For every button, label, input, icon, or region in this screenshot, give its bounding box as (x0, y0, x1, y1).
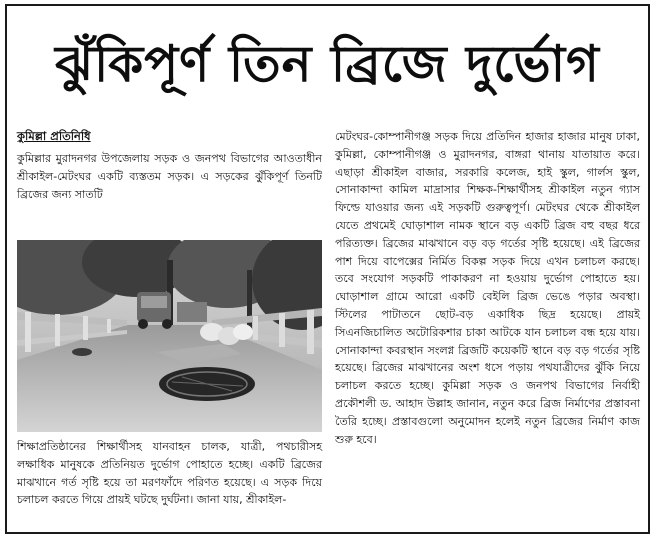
right-column (335, 128, 640, 448)
newspaper-clipping (5, 4, 650, 534)
left-column (17, 128, 322, 203)
bridge-photo-illustration (17, 240, 322, 432)
left-column-lower (17, 438, 322, 509)
bridge-photo (17, 240, 322, 432)
left-column-bottom-text: শিক্ষাপ্রতিষ্ঠানের শিক্ষার্থীসহ যানবাহন চালক, যাত্রী, পথচারীসহ লক্ষাধিক মানুষকে প্রতিনিয়ত দুর্ভোগ পোহাতে হচ্ছে। একটি ব্রিজের মাঝখানে গর্ত সৃষ্টি হয়ে তা মরণফাঁদে পরিণত হয়েছে। এ সড়ক দিয়ে চলাচল করতে গিয়ে প্রায়ই ঘটছে দুর্ঘটনা। জানা যায়, শ্রীকাইল- (17, 440, 322, 507)
headline: ঝুঁকিপূর্ণ তিন ব্রিজে দুর্ভোগ (55, 35, 600, 93)
left-column-top-text: কুমিল্লার মুরাদনগর উপজেলায় সড়ক ও জনপথ বিভাগের আওতাধীন শ্রীকাইল-মেটংঘর একটি ব্যস্ততম সড়ক। এ সড়কের ঝুঁকিপূর্ণ তিনটি ব্রিজের জন্য সাতটি (17, 152, 322, 201)
byline: কুমিল্লা প্রতিনিধি (17, 129, 91, 143)
right-column-text: মেটংঘর-কোম্পানীগঞ্জ সড়ক দিয়ে প্রতিদিন হাজার হাজার মানুষ ঢাকা, কুমিল্লা, কোম্পানীগঞ্জ ও মুরাদনগর, বাঙ্গরা থানায় যাতায়াত করে। এছাড়া শ্রীকাইল বাজার, সরকারি কলেজ, হাই স্কুল, গার্লস স্কুল, সোনাকান্দা কামিল মাদ্রাসার শিক্ষক-শিক্ষার্থীসহ শ্রীকাইল নতুন গ্যাস ফিল্ডে যাওয়ার জন্য এই সড়কটি গুরুত্বপূর্ণ। মেটংঘর থেকে শ্রীকাইল যেতে প্রথমেই ঘোড়াশাল নামক স্থানে বড় একটি ব্রিজ বহু বছর ধরে পরিত্যক্ত। ব্রিজের মাঝখানে বড় বড় গর্তের সৃষ্টি হয়েছে। এই ব্রিজের পাশ দিয়ে বাপেক্সের নির্মিত বিকল্প সড়ক দিয়ে এখন চলাচল করছে। তবে সংযোগ সড়কটি পাকাকরণ না হওয়ায় দুর্ভোগ পোহাতে হয়। ঘোড়াশাল গ্রামে আরো একটি বেইলি ব্রিজ ভেঙে পড়ার অবস্থা। স্টিলের পাটাতনে ছোট-বড় একাধিক ছিদ্র হয়েছে। প্রায়ই সিএনজিচালিত অটোরিকশার চাকা আটকে যান চলাচল বন্ধ হয়ে যায়। সোনাকান্দা কবরস্থান সংলগ্ন ব্রিজটি কয়েকটি স্থানে বড় বড় গর্তের সৃষ্টি হয়েছে। ব্রিজের মাঝখানের অংশ ধসে পড়ায় পথযাত্রীদের ঝুঁকি নিয়ে চলাচল করতে হচ্ছে। কুমিল্লা সড়ক ও জনপথ বিভাগের নির্বাহী প্রকৌশলী ড. আহাদ উল্লাহ জানান, নতুন করে ব্রিজ নির্মাণের প্রস্তাবনা তৈরি হচ্ছে। প্রস্তাবগুলো অনুমোদন হলেই নতুন ব্রিজের নির্মাণ কাজ শুরু হবে। (335, 130, 640, 446)
